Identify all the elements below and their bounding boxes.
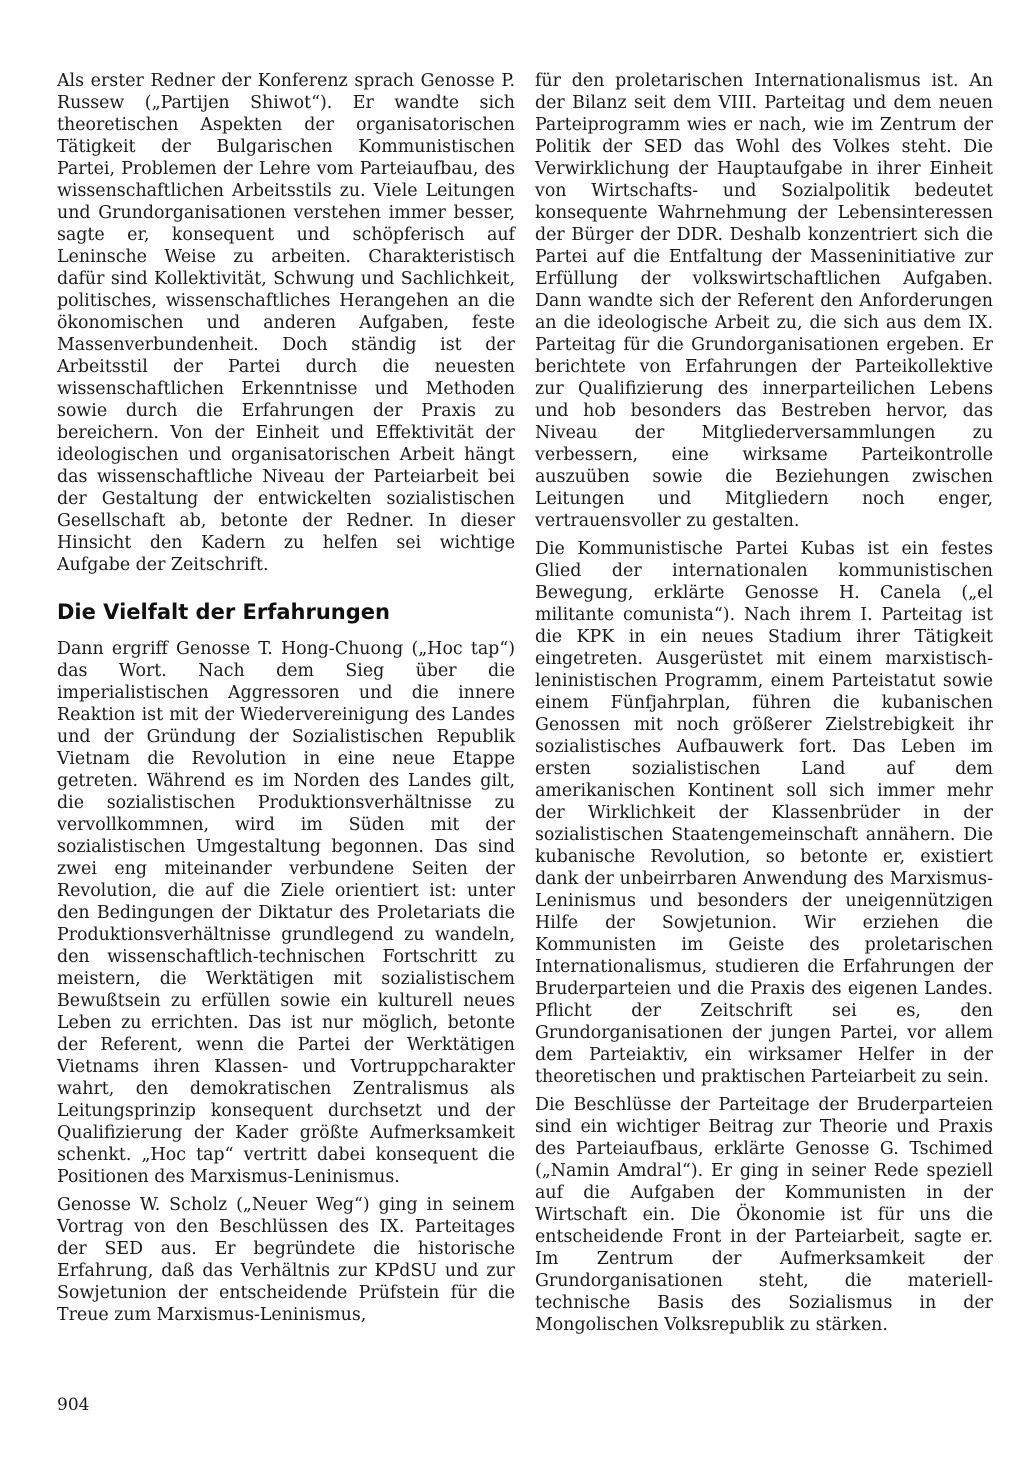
paragraph: Genosse W. Scholz („Neuer Weg“) ging in seinem Vortrag von den Beschlüssen des IX. Parteitages der SED aus. Er begründete die historische Erfahrung, daß das Verhältnis zur KPdSU und zur Sowjetunion der entscheidende Prüfstein für die Treue zum Marxismus-Leninismus, [57,1195,515,1325]
paragraph: Als erster Redner der Konferenz sprach Genosse P. Russew („Partijen Shiwot“). Er wandte sich theoretischen Aspekten der organisatorischen Tätigkeit der Bulgarischen Kommunistischen Partei, Problemen der Lehre vom Parteiaufbau, des wissenschaftlichen Arbeitsstils zu. Viele Leitungen und Grundorganisationen verstehen immer besser, sagte er, konsequent und schöpferisch auf Leninsche Weise zu arbeiten. Charakteristisch dafür sind Kollektivität, Schwung und Sachlichkeit, politisches, wissenschaftliches Herangehen an die ökonomischen und anderen Aufgaben, feste Massenverbundenheit. Doch ständig ist der Arbeitsstil der Partei durch die neuesten wissenschaftlichen Erkenntnisse und Methoden sowie durch die Erfahrungen der Praxis zu bereichern. Von der Einheit und Effektivität der ideologischen und organisatorischen Arbeit hängt das wissenschaftliche Niveau der Parteiarbeit bei der Gestaltung der entwickelten sozialistischen Gesellschaft ab, betonte der Redner. In dieser Hinsicht den Kadern zu helfen sei wichtige Aufgabe der Zeitschrift. [57,71,515,575]
right-column [535,70,993,1336]
left-column [57,70,515,1326]
page-number: 904 [57,1395,90,1415]
paragraph: Die Beschlüsse der Parteitage der Bruderparteien sind ein wichtiger Beitrag zur Theorie und Praxis des Parteiaufbaus, erklärte Genosse G. Tschimed („Namin Amdral“). Er ging in seiner Rede speziell auf die Aufgaben der Kommunisten in der Wirtschaft ein. Die Ökonomie ist für uns die entscheidende Front in der Parteiarbeit, sagte er. Im Zentrum der Aufmerksamkeit der Grundorganisationen steht, die materiell-technische Basis des Sozialismus in der Mongolischen Volksrepublik zu stärken. [535,1095,993,1335]
paragraph: für den proletarischen Internationalismus ist. An der Bilanz seit dem VIII. Parteitag und dem neuen Parteiprogramm wies er nach, wie im Zentrum der Politik der SED das Wohl des Volkes steht. Die Verwirklichung der Hauptaufgabe in ihrer Einheit von Wirtschafts- und Sozialpolitik bedeutet konsequente Wahrnehmung der Lebensinteressen der Bürger der DDR. Deshalb konzentriert sich die Partei auf die Entfaltung der Masseninitiative zur Erfüllung der volkswirtschaftlichen Aufgaben. Dann wandte sich der Referent den Anforderungen an die ideologische Arbeit zu, die sich aus dem IX. Parteitag für die Grundorganisationen ergeben. Er berichtete von Erfahrungen der Parteikollektive zur Qualifizierung des innerparteilichen Lebens und hob besonders das Bestreben hervor, das Niveau der Mitgliederversammlungen zu verbessern, eine wirksame Parteikontrolle auszuüben sowie die Beziehungen zwischen Leitungen und Mitgliedern noch enger, vertrauensvoller zu gestalten. [535,71,993,531]
paragraph: Die Kommunistische Partei Kubas ist ein festes Glied der internationalen kommunistischen Bewegung, erklärte Genosse H. Canela („el militante comunista“). Nach ihrem I. Parteitag ist die KPK in ein neues Stadium ihrer Tätigkeit eingetreten. Ausgerüstet mit einem marxistisch-leninistischen Programm, einem Parteistatut sowie einem Fünfjahrplan, führen die kubanischen Genossen mit noch größerer Zielstrebigkeit ihr sozialistisches Aufbauwerk fort. Das Leben im ersten sozialistischen Land auf dem amerikanischen Kontinent soll sich immer mehr der Wirklichkeit der Klassenbrüder in der sozialistischen Staatengemeinschaft annähern. Die kubanische Revolution, so betonte er, existiert dank der unbeirrbaren Anwendung des Marxismus-Leninismus und besonders der uneigennützigen Hilfe der Sowjetunion. Wir erziehen die Kommunisten im Geiste des proletarischen Internationalismus, studieren die Erfahrungen der Bruderparteien und die Praxis des eigenen Landes. Pflicht der Zeitschrift sei es, den Grundorganisationen der jungen Partei, vor allem dem Parteiaktiv, ein wirksamer Helfer in der theoretischen und praktischen Parteiarbeit zu sein. [535,539,993,1087]
section-heading: Die Vielfalt der Erfahrungen [57,600,390,624]
paragraph: Dann ergriff Genosse T. Hong-Chuong („Hoc tap“) das Wort. Nach dem Sieg über die imperialistischen Aggressoren und die innere Reaktion ist mit der Wiedervereinigung des Landes und der Gründung der Sozialistischen Republik Vietnam die Revolution in eine neue Etappe getreten. Während es im Norden des Landes gilt, die sozialistischen Produktionsverhältnisse zu vervollkommnen, wird im Süden mit der sozialistischen Umgestaltung begonnen. Das sind zwei eng miteinander verbundene Seiten der Revolution, die auf die Ziele orientiert ist: unter den Bedingungen der Diktatur des Proletariats die Produktionsverhältnisse grundlegend zu wandeln, den wissenschaftlich-technischen Fortschritt zu meistern, die Werktätigen mit sozialistischem Bewußtsein zu erfüllen sowie ein kulturell neues Leben zu errichten. Das ist nur möglich, betonte der Referent, wenn die Partei der Werktätigen Vietnams ihren Klassen- und Vortruppcharakter wahrt, den demokratischen Zentralismus als Leitungsprinzip konsequent durchsetzt und der Qualifizierung der Kader größte Aufmerksamkeit schenkt. „Hoc tap“ vertritt dabei konsequent die Positionen des Marxismus-Leninismus. [57,639,515,1187]
